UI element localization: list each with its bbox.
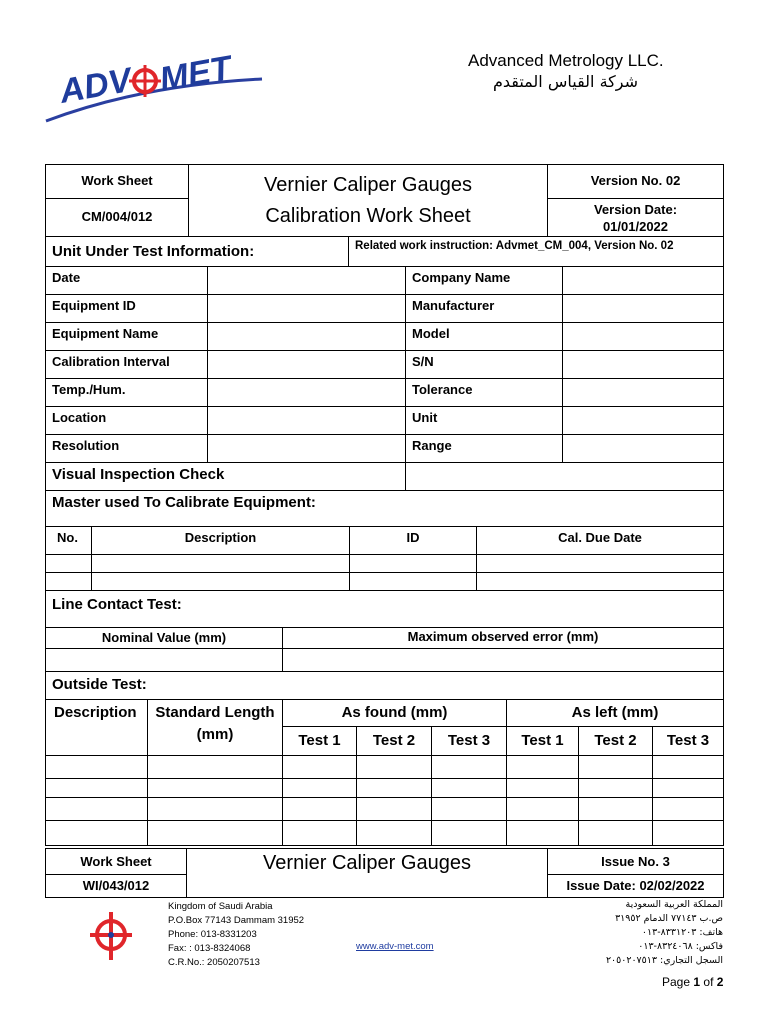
field-label-model: Model: [412, 326, 450, 341]
line-contact-heading: Line Contact Test:: [52, 596, 182, 613]
address-en-phone: Phone: 013-8331203: [168, 929, 257, 940]
address-en-fax: Fax: : 013-8324068: [168, 943, 251, 954]
page-label: Page: [662, 975, 691, 989]
page-number: 1: [693, 975, 701, 989]
issue-number: Issue No. 3: [601, 854, 670, 869]
field-label-location: Location: [52, 410, 107, 425]
field-label-unit: Unit: [412, 410, 438, 425]
work-sheet-number: CM/004/012: [81, 209, 153, 224]
company-name-ar: شركة القياس المتقدم: [492, 72, 638, 91]
bottom-work-sheet-label: Work Sheet: [80, 854, 152, 869]
address-en-pobox: P.O.Box 77143 Dammam 31952: [168, 915, 305, 926]
master-col-id: ID: [406, 530, 420, 545]
field-label-serial-number: S/N: [412, 354, 434, 369]
master-col-description: Description: [184, 530, 257, 545]
address-ar-phone: هاتف: ٨٣٣١٢٠٣-٠١٣: [641, 927, 723, 938]
issue-date: Issue Date: 02/02/2022: [566, 878, 705, 893]
logo-swoosh: [42, 45, 267, 125]
page-of: of: [703, 975, 714, 989]
address-ar-fax: فاكس: ٨٣٢٤٠٦٨-٠١٣: [638, 941, 723, 952]
outside-col-as-found: As found (mm): [341, 704, 448, 721]
field-label-manufacturer: Manufacturer: [412, 298, 495, 313]
line-contact-col-max-error: Maximum observed error (mm): [407, 629, 599, 644]
line-contact-col-nominal: Nominal Value (mm): [101, 630, 227, 645]
document-title-line2: Calibration Work Sheet: [265, 205, 471, 227]
version-number: Version No. 02: [590, 173, 681, 188]
field-label-company-name: Company Name: [412, 270, 511, 285]
as-left-test-2: Test 2: [594, 732, 637, 749]
version-date: 01/01/2022: [602, 219, 669, 234]
field-label-equipment-name: Equipment Name: [52, 326, 159, 341]
company-logo: [42, 45, 267, 125]
field-label-resolution: Resolution: [52, 438, 120, 453]
master-heading: Master used To Calibrate Equipment:: [52, 494, 316, 511]
uut-heading: Unit Under Test Information:: [52, 243, 255, 260]
document-title-line1: Vernier Caliper Gauges: [264, 174, 472, 196]
outside-col-standard-length: Standard Length: [155, 704, 275, 721]
field-label-equipment-id: Equipment ID: [52, 298, 136, 313]
as-found-test-2: Test 2: [372, 732, 416, 749]
as-found-test-3: Test 3: [447, 732, 491, 749]
company-name-en: Advanced Metrology LLC.: [468, 51, 664, 70]
svg-text:MET: MET: [156, 48, 235, 99]
outside-test-heading: Outside Test:: [52, 676, 147, 693]
page-indicator: [662, 975, 723, 989]
address-ar-cr: السجل التجاري: ٢٠٥٠٢٠٧٥١٣: [605, 955, 723, 966]
version-date-label: Version Date:: [593, 202, 678, 217]
as-found-test-1: Test 1: [298, 732, 341, 749]
outside-col-description: Description: [54, 704, 137, 721]
visual-inspection-heading: Visual Inspection Check: [52, 466, 225, 483]
svg-text:ADV: ADV: [56, 60, 135, 111]
outside-col-standard-length-unit: (mm): [196, 726, 234, 743]
as-left-test-1: Test 1: [521, 732, 564, 749]
field-label-date: Date: [52, 270, 81, 285]
page-total: 2: [716, 975, 724, 989]
related-work-instruction: Related work instruction: Advmet_CM_004, Version No. 02: [355, 240, 674, 252]
bottom-work-sheet-number: WI/043/012: [82, 878, 150, 893]
field-label-range: Range: [412, 438, 452, 453]
address-en-cr: C.R.No.: 2050207513: [168, 957, 260, 968]
footer-target-icon: [88, 906, 134, 964]
work-sheet-label: Work Sheet: [81, 173, 153, 188]
website-link[interactable]: www.adv-met.com: [356, 941, 434, 952]
address-ar-pobox: ص.ب ٧٧١٤٣ الدمام ٣١٩٥٢: [615, 913, 723, 924]
outside-col-as-left: As left (mm): [571, 704, 659, 721]
field-label-calibration-interval: Calibration Interval: [52, 354, 170, 369]
bottom-title: Vernier Caliper Gauges: [263, 852, 471, 874]
master-col-cal-due-date: Cal. Due Date: [558, 530, 642, 545]
master-col-no: No.: [57, 530, 78, 545]
address-en-country: Kingdom of Saudi Arabia: [168, 901, 273, 912]
as-left-test-3: Test 3: [666, 732, 710, 749]
field-label-tolerance: Tolerance: [412, 382, 473, 397]
address-ar-country: المملكة العربية السعودية: [625, 899, 723, 910]
field-label-temp-hum: Temp./Hum.: [52, 382, 126, 397]
